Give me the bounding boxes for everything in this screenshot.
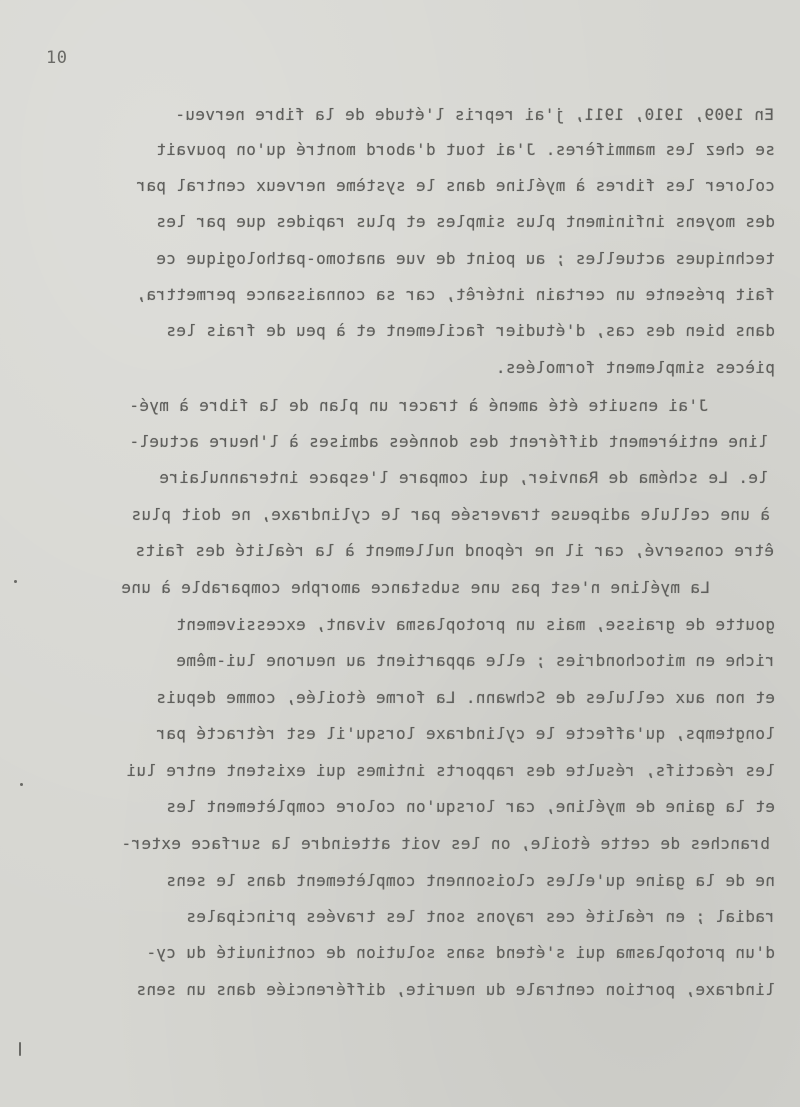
- page-number: 10: [46, 48, 68, 68]
- ink-speck: [14, 580, 17, 583]
- text-line: être conservé, car il ne répond nullement à la réalité des faits: [135, 541, 774, 560]
- text-line: des moyens infiniment plus simples et plus rapides que par les: [156, 212, 775, 231]
- text-line: branches de cette étoile, on les voit atteindre la surface exter-: [121, 834, 770, 853]
- text-line: En 1909, 1910, 1911, j'ai repris l'étude de la fibre nerveu-: [175, 105, 774, 124]
- text-line: lindraxe, portion centrale du neurite, différenciée dans un sens: [136, 980, 775, 999]
- text-line: pièces simplement formolées.: [495, 358, 775, 377]
- text-line: se chez les mammifères. J'ai tout d'abord montré qu'on pouvait: [156, 140, 775, 159]
- ink-mark: [19, 1042, 21, 1056]
- text-line: fait présente un certain intérêt, car sa connaissance permettra,: [136, 285, 775, 304]
- text-line: dans bien des cas, d'étudier facilement et à peu de frais les: [166, 321, 775, 340]
- text-line: J'ai ensuite été amené à tracer un plan de la fibre à myé-: [128, 396, 708, 415]
- text-line: d'un protoplasma qui s'étend sans solution de continuité du cy-: [146, 943, 775, 962]
- text-line: et la gaine de myéline, car lorsqu'on colore complètement les: [166, 797, 775, 816]
- text-line: les réactifs, résulte des rapports intimes qui existent entre lui: [126, 761, 775, 780]
- text-line: line entièrement différent des données admises à l'heure actuel-: [129, 432, 768, 451]
- text-line: goutte de graisse, mais un protoplasma vivant, excessivement: [176, 615, 775, 634]
- text-line: ne de la gaine qu'elles cloisonnent complètement dans le sens: [166, 871, 775, 890]
- text-line: techniques actuelles ; au point de vue anatomo-pathologique ce: [156, 249, 775, 268]
- text-line: colorer les fibres à myéline dans le système nerveux central par: [136, 176, 775, 195]
- text-line: et non aux cellules de Schwann. La forme étoilée, comme depuis: [156, 688, 775, 707]
- text-line: le. Le schéma de Ranvier, qui compare l'espace interannulaire: [159, 468, 768, 487]
- text-line: longtemps, qu'affecte le cylindraxe lorsqu'il est rétracté par: [156, 724, 775, 743]
- text-line: La myéline n'est pas une substance amorphe comparable à une: [121, 578, 710, 597]
- text-line: à une cellule adipeuse traversée par le cylindraxe, ne doit plus: [131, 505, 770, 524]
- text-line: riche en mitochondries ; elle appartient au neurone lui-même: [176, 651, 775, 670]
- text-line: radial ; en réalité ces rayons sont les travées principales: [186, 907, 775, 926]
- ink-speck: [20, 783, 23, 786]
